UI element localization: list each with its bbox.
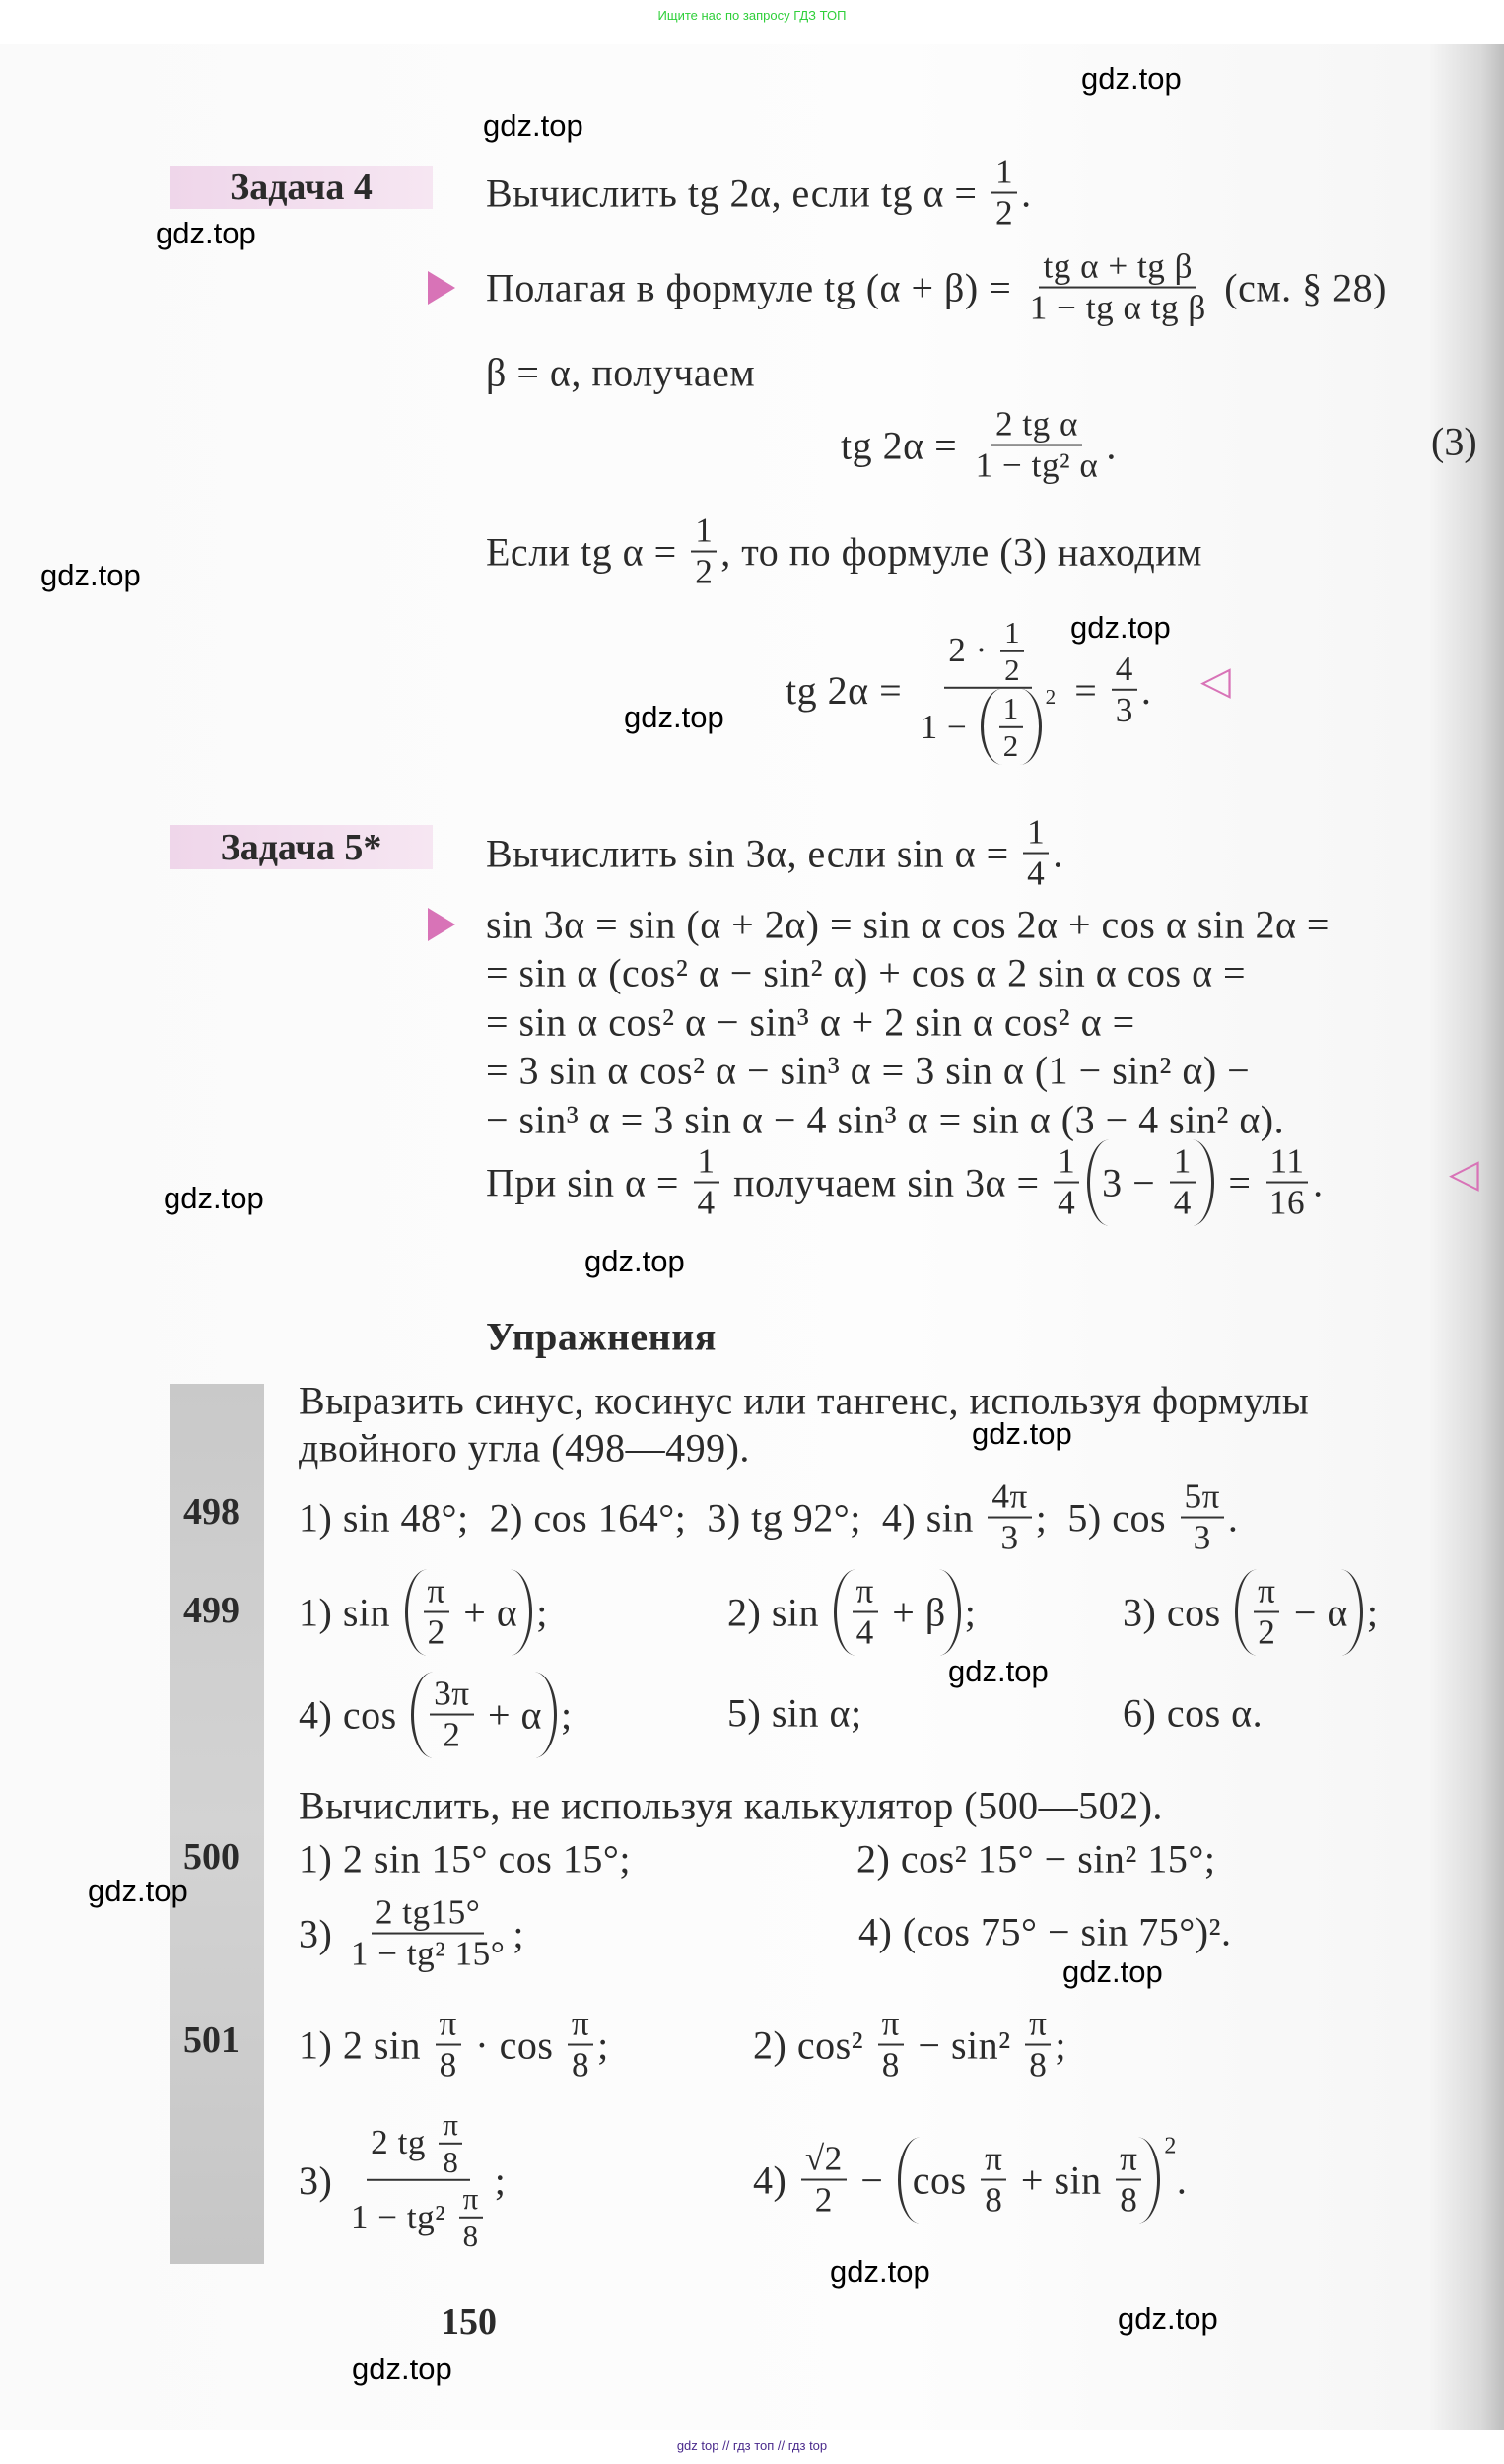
math-text: ; xyxy=(1055,2022,1067,2068)
parenthesized-expression xyxy=(411,1673,557,1758)
denominator xyxy=(1023,855,1049,894)
math-text: β = α, получаем xyxy=(486,350,756,395)
math-text: 2 xyxy=(995,194,1014,233)
denominator xyxy=(1054,1184,1079,1223)
watermark: gdz.top xyxy=(352,2352,452,2386)
math-text: 4) cos xyxy=(299,1692,408,1738)
math-text: π xyxy=(881,2004,900,2043)
fraction xyxy=(568,2005,593,2087)
exercise-item xyxy=(727,1690,862,1737)
math-text: (см. § 28) xyxy=(1213,265,1388,310)
math-text: 11 xyxy=(1269,1141,1305,1181)
math-text: 16 xyxy=(1268,1184,1306,1222)
math-text: Вычислить tg 2α, если tg α = xyxy=(486,171,988,216)
watermark: gdz.top xyxy=(88,1874,188,1908)
exercises-intro xyxy=(299,1425,750,1472)
numerator xyxy=(424,1572,449,1613)
math-text: − α xyxy=(1283,1590,1348,1635)
exercise-item xyxy=(1123,1570,1379,1656)
exercise-number: 501 xyxy=(183,2019,239,2061)
denominator xyxy=(1265,1184,1309,1223)
math-text: 3) cos xyxy=(1123,1590,1232,1635)
math-text: + sin xyxy=(1010,2157,1113,2203)
denominator xyxy=(424,1613,449,1653)
math-text: 2 · xyxy=(948,631,997,670)
math-text: 4 xyxy=(1027,855,1046,893)
solution-start-icon xyxy=(428,908,455,941)
math-text: ; 5) cos xyxy=(1035,1495,1177,1540)
solution-end-icon: ◁ xyxy=(1200,658,1231,704)
denominator xyxy=(981,2181,1006,2221)
exercise-item xyxy=(753,2005,1066,2087)
numerator xyxy=(1112,650,1137,691)
footer-links[interactable]: gdz top // гдз топ // гдз top xyxy=(676,2438,828,2453)
math-text: 2 tg xyxy=(371,2123,436,2162)
watermark: gdz.top xyxy=(624,700,724,734)
math-text: При sin α = xyxy=(486,1160,690,1205)
watermark: gdz.top xyxy=(40,558,141,592)
math-text: ; xyxy=(964,1590,977,1635)
math-text: 1 − tg² α xyxy=(975,446,1099,485)
superscript: 2 xyxy=(1164,2133,1177,2159)
math-text: 8 xyxy=(881,2046,900,2085)
exercises-intro xyxy=(299,1378,1309,1424)
math-text: π xyxy=(855,1571,874,1610)
task-5-statement xyxy=(486,813,1063,895)
math-text: 1 xyxy=(1058,1141,1076,1181)
math-text: tg 2α = xyxy=(841,423,968,468)
math-text: 3 − xyxy=(1102,1160,1166,1205)
fraction xyxy=(694,1142,719,1224)
fraction xyxy=(981,2140,1006,2222)
search-banner[interactable]: Ищите нас по запросу ГДЗ ТОП xyxy=(657,8,847,23)
fraction xyxy=(1023,813,1049,895)
math-text: 2 tg15° xyxy=(375,1892,481,1932)
parenthesized-expression xyxy=(1087,1140,1214,1226)
math-text: 3π xyxy=(434,1674,470,1713)
watermark: gdz.top xyxy=(948,1654,1049,1688)
denominator xyxy=(1116,2181,1141,2221)
watermark: gdz.top xyxy=(164,1181,264,1215)
numerator xyxy=(1023,813,1049,855)
denominator xyxy=(853,1613,878,1653)
exercise-item xyxy=(299,2005,609,2087)
numerator xyxy=(1266,1142,1309,1184)
math-text: Если tg α = xyxy=(486,529,688,575)
exercise-item xyxy=(1123,1690,1263,1737)
math-text: 8 xyxy=(439,2046,457,2085)
math-text: , то по формуле (3) находим xyxy=(720,529,1202,575)
fraction xyxy=(1254,1572,1279,1654)
math-text: ; xyxy=(597,2022,609,2068)
math-text: 3) xyxy=(299,1911,343,1956)
exercise-item xyxy=(858,1909,1232,1955)
task-5-solution-line xyxy=(486,999,1135,1046)
numerator xyxy=(367,2107,470,2181)
solution-end-icon: ◁ xyxy=(1449,1151,1479,1197)
math-text: 1 − tg² 15° xyxy=(350,1935,506,1973)
denominator xyxy=(917,685,1060,765)
math-text: . xyxy=(1140,667,1152,713)
numerator xyxy=(372,1893,485,1935)
math-text: 1 xyxy=(695,511,714,550)
watermark: gdz.top xyxy=(483,108,583,143)
math-text: π xyxy=(1258,1571,1276,1610)
denominator xyxy=(997,1519,1023,1558)
numerator xyxy=(1025,2005,1051,2046)
math-text: = sin α (cos² α − sin² α) + cos α 2 sin α cos α = xyxy=(486,950,1247,995)
math-text: 2 xyxy=(1258,1613,1276,1652)
math-text: tg 2α = xyxy=(786,667,913,713)
math-text: Вычислить sin 3α, если sin α = xyxy=(486,831,1020,876)
math-text: 3) xyxy=(299,2157,343,2203)
math-text: 2 xyxy=(814,2181,833,2220)
fraction xyxy=(917,615,1060,765)
fraction xyxy=(691,512,717,593)
numerator xyxy=(1054,1142,1079,1184)
denominator xyxy=(999,728,1023,764)
numerator xyxy=(988,1477,1031,1519)
numerator xyxy=(999,691,1023,728)
denominator xyxy=(436,2046,461,2086)
math-text: ; xyxy=(1366,1590,1379,1635)
math-text: π xyxy=(439,2004,457,2043)
math-text: 4 xyxy=(1058,1184,1076,1222)
math-text: 1 xyxy=(1173,1141,1192,1181)
math-text: 1 xyxy=(995,152,1014,191)
task-5-result xyxy=(486,1140,1324,1226)
numerator xyxy=(991,153,1017,194)
math-text: 2 xyxy=(1004,651,1021,687)
math-text: . xyxy=(1053,831,1063,876)
denominator xyxy=(1112,691,1137,730)
math-text: − sin² xyxy=(907,2022,1022,2068)
math-text: cos xyxy=(912,2157,978,2203)
watermark: gdz.top xyxy=(1070,610,1171,645)
math-text: + α xyxy=(477,1692,543,1738)
watermark: gdz.top xyxy=(1062,1954,1163,1989)
math-text: Выразить синус, косинус или тангенс, используя формулы xyxy=(299,1378,1310,1423)
math-text: π xyxy=(1120,2139,1138,2178)
math-text: 4 xyxy=(697,1184,716,1222)
fraction xyxy=(988,1477,1031,1559)
task-4-solution-line xyxy=(486,512,1202,593)
fraction xyxy=(972,405,1103,487)
fraction xyxy=(878,2005,904,2087)
fraction xyxy=(430,1675,473,1756)
solution-start-icon xyxy=(428,271,455,305)
numerator xyxy=(439,2107,462,2145)
math-text: 1) sin xyxy=(299,1590,401,1635)
task-5-solution-line xyxy=(486,950,1246,996)
math-text: 1 xyxy=(1002,691,1019,725)
math-text: 4 xyxy=(1173,1184,1192,1222)
math-text: 8 xyxy=(985,2181,1003,2220)
exercise-498-items xyxy=(299,1477,1238,1559)
denominator xyxy=(347,1935,510,1974)
denominator xyxy=(694,1184,719,1223)
math-text: π xyxy=(443,2106,459,2142)
math-text: 5π xyxy=(1184,1476,1220,1516)
fraction xyxy=(1054,1142,1079,1224)
denominator xyxy=(972,446,1103,486)
fraction xyxy=(1025,2005,1051,2087)
denominator xyxy=(1254,1613,1279,1653)
denominator xyxy=(691,553,717,592)
fraction xyxy=(1116,2140,1141,2222)
numerator xyxy=(853,1572,878,1613)
math-text: 2 xyxy=(443,1716,461,1754)
watermark: gdz.top xyxy=(156,216,256,250)
watermark: gdz.top xyxy=(972,1416,1072,1451)
math-text: Вычислить, не используя калькулятор (500—502). xyxy=(299,1783,1163,1828)
denominator xyxy=(1026,289,1210,328)
exercise-item xyxy=(299,2107,506,2253)
denominator xyxy=(1190,1519,1215,1558)
formula-3 xyxy=(841,405,1117,487)
math-text: 2) cos² xyxy=(753,2022,874,2068)
denominator xyxy=(991,194,1017,234)
fraction xyxy=(347,1893,510,1975)
math-text: 8 xyxy=(571,2046,590,2085)
fraction xyxy=(1026,247,1210,329)
math-text: 4) xyxy=(753,2157,797,2203)
math-text: получаем sin 3α = xyxy=(722,1160,1051,1205)
math-text: = xyxy=(1063,667,1108,713)
math-text: 1 xyxy=(1027,812,1046,852)
math-text: . xyxy=(1021,171,1032,216)
math-text: 8 xyxy=(462,2218,479,2253)
exercise-item xyxy=(727,1570,976,1656)
denominator xyxy=(811,2181,837,2221)
watermark: gdz.top xyxy=(584,1244,685,1278)
numerator xyxy=(1000,615,1024,652)
numerator xyxy=(944,615,1032,689)
math-text: 1 − xyxy=(920,707,977,746)
math-text: 3 xyxy=(1193,1519,1211,1557)
fraction xyxy=(1112,650,1137,731)
math-text: π xyxy=(462,2181,479,2216)
page-number: 150 xyxy=(441,2301,497,2343)
numerator xyxy=(568,2005,593,2046)
task-5-solution-line xyxy=(486,902,1330,948)
math-text: ; xyxy=(536,1590,548,1635)
math-text: 2) cos² 15° − sin² 15°; xyxy=(856,1836,1216,1882)
numerator xyxy=(878,2005,904,2046)
math-text: 4) (cos 75° − sin 75°)². xyxy=(858,1909,1232,1954)
math-text: − xyxy=(850,2157,894,2203)
math-text: tg α + tg β xyxy=(1043,246,1194,286)
numerator xyxy=(691,512,717,553)
denominator xyxy=(439,2144,462,2179)
parenthesized-expression xyxy=(405,1570,533,1656)
math-text: = xyxy=(1217,1160,1262,1205)
task-4-solution-line xyxy=(486,350,755,396)
denominator xyxy=(878,2046,904,2086)
math-text: ; xyxy=(513,1911,524,1956)
denominator xyxy=(347,2181,491,2253)
math-text: 8 xyxy=(1120,2181,1138,2220)
math-text: π xyxy=(427,1571,445,1610)
exercise-number: 500 xyxy=(183,1836,239,1878)
math-text: двойного угла (498—499). xyxy=(299,1425,750,1471)
math-text: − sin³ α = 3 sin α − 4 sin³ α = sin α (3 − 4 sin² α). xyxy=(486,1097,1285,1142)
fraction xyxy=(439,2107,462,2179)
denominator xyxy=(1000,651,1024,687)
math-text: + α xyxy=(452,1590,518,1635)
numerator xyxy=(459,2181,483,2219)
math-text: 8 xyxy=(1029,2046,1048,2085)
task-4-solution-line xyxy=(486,247,1387,329)
math-text: π xyxy=(985,2139,1003,2178)
numerator xyxy=(436,2005,461,2046)
math-text: sin 3α = sin (α + 2α) = sin α cos 2α + cos α sin 2α = xyxy=(486,902,1330,947)
math-text: 2 tg α xyxy=(994,404,1078,444)
denominator xyxy=(459,2219,483,2254)
numerator xyxy=(1170,1142,1196,1184)
formula-number: (3) xyxy=(1431,419,1477,464)
fraction xyxy=(999,691,1023,763)
math-text: ; xyxy=(561,1692,573,1738)
fraction xyxy=(459,2181,483,2253)
denominator xyxy=(568,2046,593,2086)
math-text: 4π xyxy=(991,1476,1028,1516)
math-text: √2 xyxy=(804,2139,843,2178)
math-text: · cos xyxy=(464,2022,564,2068)
numerator xyxy=(694,1142,719,1184)
parenthesized-expression xyxy=(834,1570,961,1656)
math-text: 1 xyxy=(697,1141,716,1181)
numerator xyxy=(801,2140,847,2181)
exercise-item xyxy=(299,1570,548,1656)
fraction xyxy=(436,2005,461,2087)
task-4-label: Задача 4 xyxy=(170,166,433,209)
math-text: 3 xyxy=(1115,691,1133,729)
math-text: π xyxy=(1029,2004,1048,2043)
math-text: 2 xyxy=(427,1613,445,1652)
math-text: = sin α cos² α − sin³ α + 2 sin α cos² α = xyxy=(486,999,1135,1045)
task-5-solution-line xyxy=(486,1048,1250,1094)
exercises-intro xyxy=(299,1783,1163,1829)
exercise-item xyxy=(753,2133,1188,2224)
math-text: 1) 2 sin xyxy=(299,2022,432,2068)
math-text: 8 xyxy=(443,2144,459,2179)
fraction xyxy=(1181,1477,1224,1559)
watermark: gdz.top xyxy=(1118,2301,1218,2336)
exercise-item xyxy=(299,1673,573,1758)
fraction xyxy=(424,1572,449,1654)
fraction xyxy=(1000,615,1024,687)
numerator xyxy=(1039,247,1196,289)
exercise-item xyxy=(299,1836,631,1882)
exercise-number: 499 xyxy=(183,1590,239,1631)
task-5-solution-line xyxy=(486,1097,1284,1143)
math-text: 2 xyxy=(1002,727,1019,763)
fraction xyxy=(801,2140,847,2222)
math-text: . xyxy=(1227,1495,1239,1540)
numerator xyxy=(1254,1572,1279,1613)
math-text: 1 − tg α tg β xyxy=(1029,289,1206,327)
math-text: 3 xyxy=(1000,1519,1019,1557)
math-text: 2 xyxy=(695,553,714,591)
superscript: 2 xyxy=(1045,685,1057,709)
watermark: gdz.top xyxy=(1081,61,1182,96)
numerator xyxy=(991,405,1082,446)
parenthesized-expression xyxy=(981,689,1042,765)
math-text: 1) sin 48°; 2) cos 164°; 3) tg 92°; 4) sin xyxy=(299,1495,985,1540)
numerator xyxy=(981,2140,1006,2181)
math-text: 5) sin α; xyxy=(727,1690,862,1736)
parenthesized-expression xyxy=(1235,1570,1363,1656)
exercise-item xyxy=(299,1893,524,1975)
parenthesized-expression xyxy=(898,2138,1161,2224)
math-text: 6) cos α. xyxy=(1123,1690,1264,1736)
denominator xyxy=(1025,2046,1051,2086)
math-text: π xyxy=(571,2004,590,2043)
math-text: 4 xyxy=(1115,649,1133,688)
fraction xyxy=(991,153,1017,235)
math-text: . xyxy=(1313,1160,1324,1205)
math-text: 1 − tg² xyxy=(350,2197,455,2236)
denominator xyxy=(1170,1184,1196,1223)
math-text: Полагая в формуле tg (α + β) = xyxy=(486,265,1022,310)
fraction xyxy=(1170,1142,1196,1224)
math-text: ; xyxy=(494,2157,507,2203)
math-text: . xyxy=(1106,423,1117,468)
task-5-label: Задача 5* xyxy=(170,825,433,869)
exercise-number: 498 xyxy=(183,1491,239,1533)
fraction xyxy=(1265,1142,1309,1224)
math-text: 1) 2 sin 15° cos 15°; xyxy=(299,1836,631,1882)
denominator xyxy=(439,1716,464,1755)
math-text: 4 xyxy=(855,1613,874,1652)
exercises-heading: Упражнения xyxy=(486,1314,717,1359)
numerator xyxy=(1181,1477,1224,1519)
math-text: 2) sin xyxy=(727,1590,830,1635)
task-4-statement xyxy=(486,153,1032,235)
math-text: . xyxy=(1176,2157,1188,2203)
math-text: + β xyxy=(881,1590,946,1635)
math-text: = 3 sin α cos² α − sin³ α = 3 sin α (1 − sin² α) − xyxy=(486,1048,1251,1093)
numerator xyxy=(1116,2140,1141,2181)
math-text: 1 xyxy=(1004,614,1021,650)
numerator xyxy=(430,1675,473,1716)
exercise-item xyxy=(856,1836,1215,1882)
watermark: gdz.top xyxy=(830,2254,930,2289)
fraction xyxy=(347,2107,491,2253)
fraction xyxy=(853,1572,878,1654)
